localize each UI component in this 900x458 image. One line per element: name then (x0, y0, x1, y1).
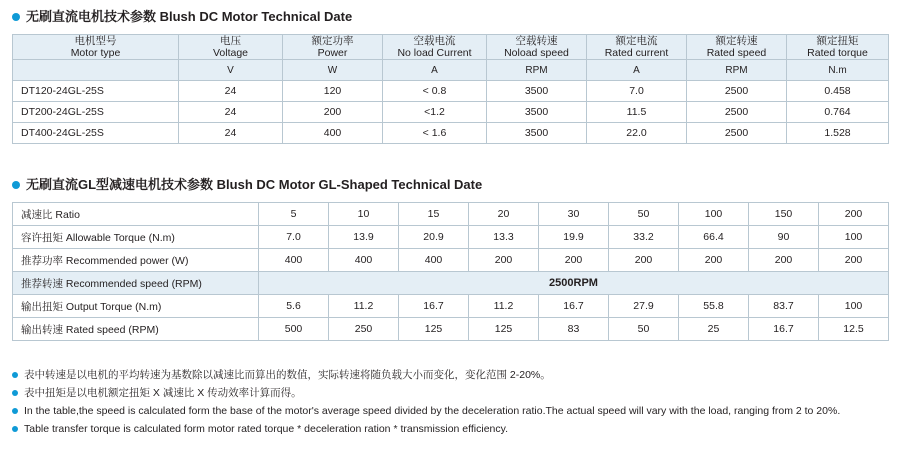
unit-cell: A (383, 60, 487, 81)
motor-technical-table (12, 34, 889, 144)
cell-value: 27.9 (609, 295, 679, 318)
cell-value: 100 (819, 226, 889, 249)
table-row (13, 226, 889, 249)
header-cell (383, 35, 487, 60)
notes-spacer (12, 341, 888, 367)
cell-value: 33.2 (609, 226, 679, 249)
table-row (13, 318, 889, 341)
cell-noload-current: <1.2 (383, 102, 487, 123)
cell-value: 200 (749, 249, 819, 272)
note-item (12, 403, 888, 419)
cell-value: 200 (679, 249, 749, 272)
table-row (13, 81, 889, 102)
header-cn: 额定扭矩 (816, 35, 859, 47)
cell-value: 125 (399, 318, 469, 341)
cell-value: 12.5 (819, 318, 889, 341)
unit-cell: RPM (487, 60, 587, 81)
cell-rated-current: 22.0 (587, 123, 687, 144)
row-label-recommended-power: 推荐功率 Recommended power (W) (13, 249, 259, 272)
cell-noload-speed: 3500 (487, 123, 587, 144)
header-cn: 电机型号 (74, 35, 117, 47)
table-row (13, 249, 889, 272)
cell-value: 13.9 (329, 226, 399, 249)
header-cn: 电压 (220, 35, 241, 47)
header-cn: 空载转速 (515, 35, 558, 47)
cell-value: 90 (749, 226, 819, 249)
cell-value: 250 (329, 318, 399, 341)
cell-value: 19.9 (539, 226, 609, 249)
cell-rated-current: 7.0 (587, 81, 687, 102)
header-cell (283, 35, 383, 60)
cell-value: 16.7 (399, 295, 469, 318)
cell-value: 16.7 (539, 295, 609, 318)
header-cell (179, 35, 283, 60)
cell-noload-speed: 3500 (487, 102, 587, 123)
cell-value: 5 (259, 203, 329, 226)
section-heading-gearmotor-specs (12, 178, 888, 192)
table-row (13, 203, 889, 226)
cell-rated-current: 11.5 (587, 102, 687, 123)
cell-value: 83.7 (749, 295, 819, 318)
cell-rated-speed: 2500 (687, 123, 787, 144)
cell-noload-current: < 1.6 (383, 123, 487, 144)
header-cell (487, 35, 587, 60)
bullet-icon (12, 372, 18, 378)
cell-power: 120 (283, 81, 383, 102)
unit-cell: A (587, 60, 687, 81)
header-cell (787, 35, 889, 60)
cell-value: 200 (539, 249, 609, 272)
cell-voltage: 24 (179, 123, 283, 144)
cell-value: 15 (399, 203, 469, 226)
header-en: Rated speed (706, 47, 767, 59)
gearmotor-technical-table (12, 202, 889, 341)
cell-power: 200 (283, 102, 383, 123)
section-heading-motor-specs (12, 10, 888, 24)
table-header-row (13, 35, 889, 60)
cell-value: 11.2 (329, 295, 399, 318)
table-unit-row (13, 60, 889, 81)
note-text: 表中转速是以电机的平均转速为基数除以减速比而算出的数值，实际转速将随负载大小而变化，变化范围 2-20%。 (24, 369, 551, 381)
cell-value: 11.2 (469, 295, 539, 318)
bullet-icon (12, 390, 18, 396)
cell-motor-type: DT120-24GL-25S (13, 81, 179, 102)
note-item (12, 367, 888, 383)
cell-voltage: 24 (179, 81, 283, 102)
unit-cell: V (179, 60, 283, 81)
cell-rated-torque: 1.528 (787, 123, 889, 144)
cell-recommended-speed-value: 2500RPM (259, 272, 889, 295)
cell-motor-type: DT200-24GL-25S (13, 102, 179, 123)
cell-value: 10 (329, 203, 399, 226)
cell-value: 125 (469, 318, 539, 341)
row-label-output-torque: 输出扭矩 Output Torque (N.m) (13, 295, 259, 318)
cell-value: 400 (399, 249, 469, 272)
cell-rated-speed: 2500 (687, 102, 787, 123)
unit-cell: W (283, 60, 383, 81)
table-row (13, 272, 889, 295)
cell-value: 66.4 (679, 226, 749, 249)
cell-noload-current: < 0.8 (383, 81, 487, 102)
cell-value: 400 (259, 249, 329, 272)
unit-cell (13, 60, 179, 81)
bullet-icon (12, 13, 20, 21)
header-cn: 空载电流 (413, 35, 456, 47)
header-cell (587, 35, 687, 60)
row-label-recommended-speed: 推荐转速 Recommended speed (RPM) (13, 272, 259, 295)
row-label-rated-speed: 输出转速 Rated speed (RPM) (13, 318, 259, 341)
header-en: Noload speed (504, 47, 569, 59)
header-en: Voltage (212, 47, 249, 59)
cell-value: 20.9 (399, 226, 469, 249)
cell-power: 400 (283, 123, 383, 144)
header-cn: 额定电流 (615, 35, 658, 47)
cell-value: 500 (259, 318, 329, 341)
header-en: Rated current (604, 47, 669, 59)
cell-rated-speed: 2500 (687, 81, 787, 102)
cell-value: 30 (539, 203, 609, 226)
note-text: Table transfer torque is calculated form motor rated torque * deceleration ration * transmission efficiency. (24, 423, 509, 435)
cell-value: 100 (679, 203, 749, 226)
note-text: In the table,the speed is calculated form the base of the motor's average speed divided by the deceleration ratio.The actual speed will vary with the load, ranging from 2 to 20%. (24, 405, 841, 417)
header-cell (13, 35, 179, 60)
note-item (12, 421, 888, 437)
cell-value: 200 (609, 249, 679, 272)
cell-value: 200 (819, 203, 889, 226)
section-spacer (12, 144, 888, 178)
cell-value: 50 (609, 203, 679, 226)
row-label-allowable-torque: 容许扭矩 Allowable Torque (N.m) (13, 226, 259, 249)
section-heading-text: 无刷直流电机技术参数 Blush DC Motor Technical Date (26, 9, 353, 24)
cell-value: 5.6 (259, 295, 329, 318)
table-row (13, 102, 889, 123)
cell-value: 7.0 (259, 226, 329, 249)
table-row (13, 123, 889, 144)
cell-motor-type: DT400-24GL-25S (13, 123, 179, 144)
header-en: No load Current (397, 47, 472, 59)
cell-value: 83 (539, 318, 609, 341)
cell-value: 55.8 (679, 295, 749, 318)
cell-value: 200 (469, 249, 539, 272)
header-cell (687, 35, 787, 60)
notes-list (12, 367, 888, 437)
cell-value: 13.3 (469, 226, 539, 249)
note-text: 表中扭矩是以电机额定扭矩 X 减速比 X 传动效率计算而得。 (24, 387, 302, 399)
cell-value: 50 (609, 318, 679, 341)
cell-value: 200 (819, 249, 889, 272)
cell-voltage: 24 (179, 102, 283, 123)
cell-value: 400 (329, 249, 399, 272)
header-en: Rated torque (807, 47, 868, 59)
cell-noload-speed: 3500 (487, 81, 587, 102)
cell-rated-torque: 0.764 (787, 102, 889, 123)
note-item (12, 385, 888, 401)
header-cn: 额定转速 (715, 35, 758, 47)
unit-cell: N.m (787, 60, 889, 81)
bullet-icon (12, 426, 18, 432)
cell-value: 150 (749, 203, 819, 226)
header-en: Power (317, 47, 348, 59)
cell-value: 100 (819, 295, 889, 318)
bullet-icon (12, 408, 18, 414)
header-en: Motor type (70, 47, 121, 59)
cell-value: 20 (469, 203, 539, 226)
table-row (13, 295, 889, 318)
header-cn: 额定功率 (311, 35, 354, 47)
bullet-icon (12, 181, 20, 189)
row-label-ratio: 减速比 Ratio (13, 203, 259, 226)
cell-rated-torque: 0.458 (787, 81, 889, 102)
section-heading-text: 无刷直流GL型减速电机技术参数 Blush DC Motor GL-Shaped Technical Date (26, 177, 483, 192)
cell-value: 25 (679, 318, 749, 341)
cell-value: 16.7 (749, 318, 819, 341)
unit-cell: RPM (687, 60, 787, 81)
